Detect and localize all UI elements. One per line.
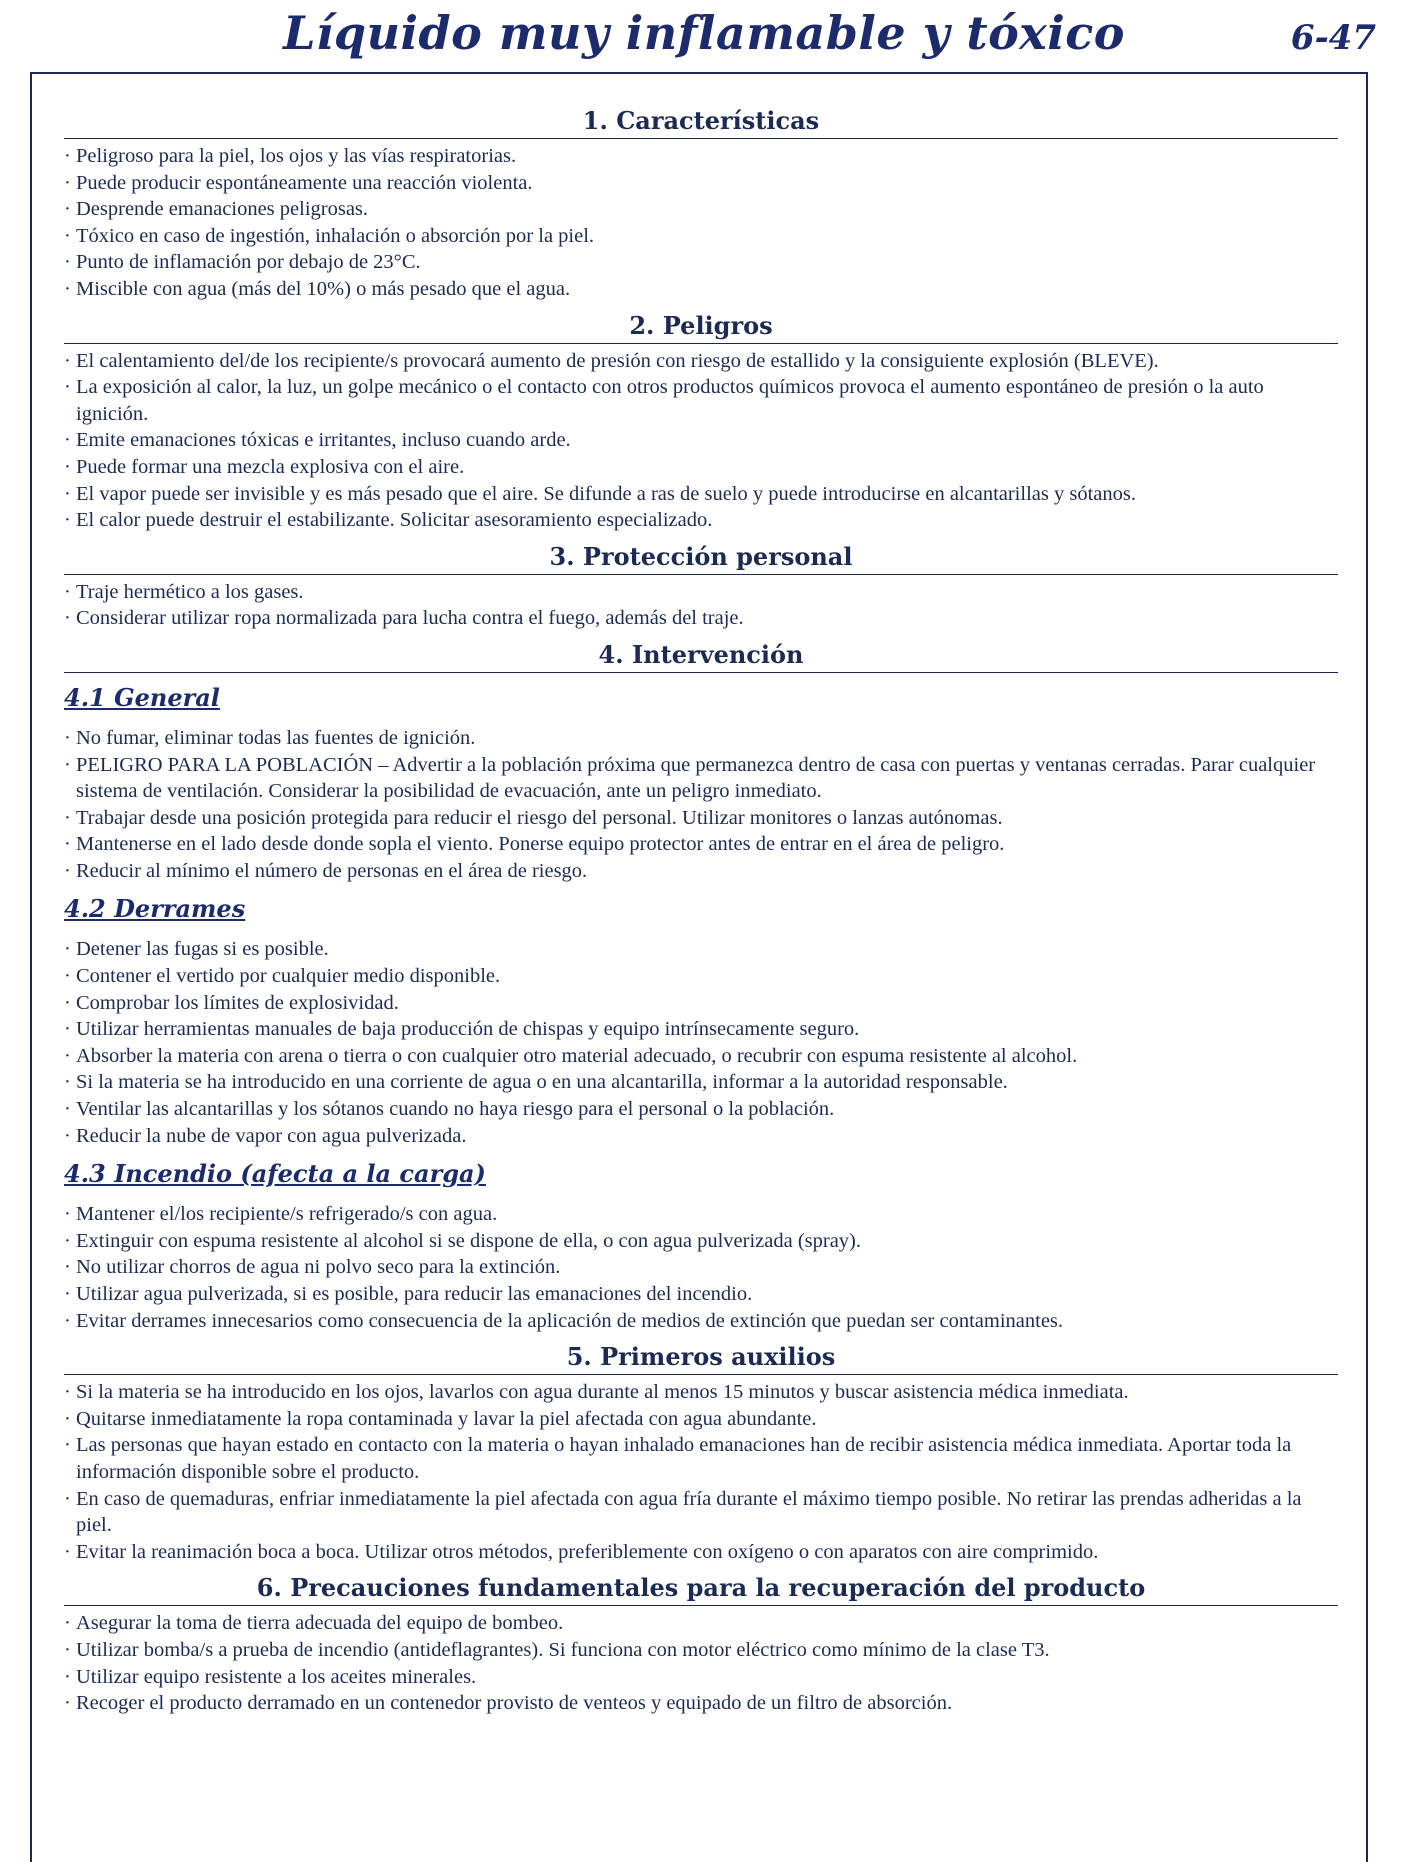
section-title: 1. Características xyxy=(64,106,1338,139)
document-body xyxy=(64,106,1338,1725)
list-item: · Recoger el producto derramado en un contenedor provisto de venteos y equipado de un filtro de absorción. xyxy=(64,1690,1338,1717)
list-item: · Miscible con agua (más del 10%) o más pesado que el agua. xyxy=(64,276,1338,303)
list-item: · Punto de inflamación por debajo de 23°C. xyxy=(64,249,1338,276)
item-list xyxy=(64,725,1338,885)
section-intervencion xyxy=(64,640,1338,1334)
section-primeros-auxilios xyxy=(64,1342,1338,1565)
list-item: · Detener las fugas si es posible. xyxy=(64,936,1338,963)
list-item: · Utilizar herramientas manuales de baja producción de chispas y equipo intrínsecamente seguro. xyxy=(64,1016,1338,1043)
list-item: · Las personas que hayan estado en contacto con la materia o hayan inhalado emanaciones han de recibir asistencia médica inmediata. Aportar toda la información disponible sobre el producto. xyxy=(64,1432,1338,1485)
item-list xyxy=(64,1201,1338,1334)
list-item: · Desprende emanaciones peligrosas. xyxy=(64,196,1338,223)
list-item: · Trabajar desde una posición protegida para reducir el riesgo del personal. Utilizar monitores o lanzas autónomas. xyxy=(64,805,1338,832)
section-proteccion-personal xyxy=(64,542,1338,632)
list-item: · El vapor puede ser invisible y es más pesado que el aire. Se difunde a ras de suelo y puede introducirse en alcantarillas y sótanos. xyxy=(64,481,1338,508)
list-item: · Mantenerse en el lado desde donde sopla el viento. Ponerse equipo protector antes de entrar en el área de peligro. xyxy=(64,831,1338,858)
item-list xyxy=(64,936,1338,1149)
section-peligros xyxy=(64,311,1338,534)
section-title: 5. Primeros auxilios xyxy=(64,1342,1338,1375)
list-item: · Evitar derrames innecesarios como consecuencia de la aplicación de medios de extinción que puedan ser contaminantes. xyxy=(64,1308,1338,1335)
list-item: · Reducir la nube de vapor con agua pulverizada. xyxy=(64,1123,1338,1150)
list-item: · Considerar utilizar ropa normalizada para lucha contra el fuego, además del traje. xyxy=(64,605,1338,632)
item-list xyxy=(64,348,1338,534)
list-item: · Contener el vertido por cualquier medio disponible. xyxy=(64,963,1338,990)
list-item: · Si la materia se ha introducido en una corriente de agua o en una alcantarilla, informar a la autoridad responsable. xyxy=(64,1069,1338,1096)
list-item: · El calentamiento del/de los recipiente/s provocará aumento de presión con riesgo de estallido y la consiguiente explosión (BLEVE). xyxy=(64,348,1338,375)
item-list xyxy=(64,579,1338,632)
item-list xyxy=(64,1379,1338,1565)
section-title: 4. Intervención xyxy=(64,640,1338,673)
list-item: · PELIGRO PARA LA POBLACIÓN – Advertir a la población próxima que permanezca dentro de casa con puertas y ventanas cerradas. Parar cualquier sistema de ventilación. Considerar la posibilidad de evacuación, ante un peligro inmediato. xyxy=(64,752,1338,805)
list-item: · El calor puede destruir el estabilizante. Solicitar asesoramiento especializado. xyxy=(64,507,1338,534)
list-item: · Utilizar bomba/s a prueba de incendio (antideflagrantes). Si funciona con motor eléctrico como mínimo de la clase T3. xyxy=(64,1637,1338,1664)
list-item: · Traje hermético a los gases. xyxy=(64,579,1338,606)
subsection-title-incendio: 4.3 Incendio (afecta a la carga) xyxy=(64,1159,486,1189)
list-item: · Quitarse inmediatamente la ropa contaminada y lavar la piel afectada con agua abundante. xyxy=(64,1406,1338,1433)
list-item: · Extinguir con espuma resistente al alcohol si se dispone de ella, o con agua pulverizada (spray). xyxy=(64,1228,1338,1255)
list-item: · En caso de quemaduras, enfriar inmediatamente la piel afectada con agua fría durante el máximo tiempo posible. No retirar las prendas adheridas a la piel. xyxy=(64,1486,1338,1539)
list-item: · Peligroso para la piel, los ojos y las vías respiratorias. xyxy=(64,143,1338,170)
page-number: 6-47 xyxy=(1290,18,1376,58)
page-title: Líquido muy inflamable y tóxico xyxy=(283,6,1125,60)
list-item: · Evitar la reanimación boca a boca. Utilizar otros métodos, preferiblemente con oxígeno o con aparatos con aire comprimido. xyxy=(64,1539,1338,1566)
list-item: · Comprobar los límites de explosividad. xyxy=(64,990,1338,1017)
list-item: · Ventilar las alcantarillas y los sótanos cuando no haya riesgo para el personal o la población. xyxy=(64,1096,1338,1123)
list-item: · La exposición al calor, la luz, un golpe mecánico o el contacto con otros productos químicos provoca el aumento espontáneo de presión o la auto ignición. xyxy=(64,374,1338,427)
list-item: · No fumar, eliminar todas las fuentes de ignición. xyxy=(64,725,1338,752)
list-item: · Puede formar una mezcla explosiva con el aire. xyxy=(64,454,1338,481)
section-caracteristicas xyxy=(64,106,1338,303)
list-item: · No utilizar chorros de agua ni polvo seco para la extinción. xyxy=(64,1254,1338,1281)
item-list xyxy=(64,143,1338,303)
list-item: · Utilizar equipo resistente a los aceites minerales. xyxy=(64,1664,1338,1691)
list-item: · Tóxico en caso de ingestión, inhalación o absorción por la piel. xyxy=(64,223,1338,250)
list-item: · Mantener el/los recipiente/s refrigerado/s con agua. xyxy=(64,1201,1338,1228)
section-title: 6. Precauciones fundamentales para la recuperación del producto xyxy=(64,1573,1338,1606)
list-item: · Reducir al mínimo el número de personas en el área de riesgo. xyxy=(64,858,1338,885)
item-list xyxy=(64,1610,1338,1716)
list-item: · Puede producir espontáneamente una reacción violenta. xyxy=(64,170,1338,197)
section-title: 3. Protección personal xyxy=(64,542,1338,575)
list-item: · Utilizar agua pulverizada, si es posible, para reducir las emanaciones del incendio. xyxy=(64,1281,1338,1308)
subsection-title-general: 4.1 General xyxy=(64,682,220,712)
subsection-title-derrames: 4.2 Derrames xyxy=(64,894,246,924)
section-precauciones-recuperacion xyxy=(64,1573,1338,1716)
section-title: 2. Peligros xyxy=(64,311,1338,344)
list-item: · Emite emanaciones tóxicas e irritantes, incluso cuando arde. xyxy=(64,427,1338,454)
list-item: · Absorber la materia con arena o tierra o con cualquier otro material adecuado, o recubrir con espuma resistente al alcohol. xyxy=(64,1043,1338,1070)
list-item: · Si la materia se ha introducido en los ojos, lavarlos con agua durante al menos 15 minutos y buscar asistencia médica inmediata. xyxy=(64,1379,1338,1406)
list-item: · Asegurar la toma de tierra adecuada del equipo de bombeo. xyxy=(64,1610,1338,1637)
